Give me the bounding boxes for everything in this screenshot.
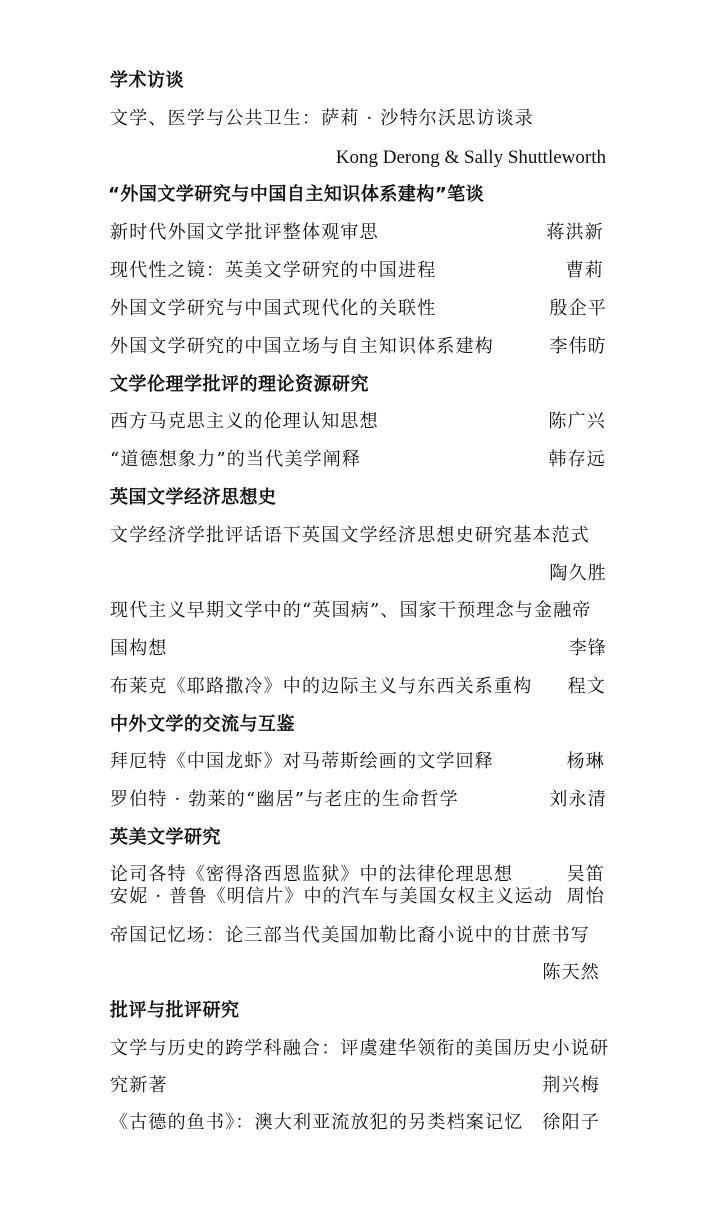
article-title: 布莱克《耶路撒冷》中的边际主义与东西关系重构 bbox=[110, 676, 533, 697]
section-heading-ethical-criticism: 文学伦理学批评的理论资源研究 bbox=[110, 374, 369, 395]
article-title: 论司各特《密得洛西恩监狱》中的法律伦理思想 bbox=[110, 864, 514, 885]
article-title: 文学与历史的跨学科融合：评虞建华领衔的美国历史小说研 bbox=[110, 1038, 610, 1059]
article-title: 罗伯特 · 勃莱的“幽居”与老庄的生命哲学 bbox=[110, 789, 459, 810]
section-heading-anglo-american: 英美文学研究 bbox=[110, 827, 221, 848]
article-title: 西方马克思主义的伦理认知思想 bbox=[110, 411, 379, 432]
article-title: 新时代外国文学批评整体观审思 bbox=[110, 222, 379, 243]
article-title: 现代性之镜：英美文学研究的中国进程 bbox=[110, 260, 437, 281]
article-author: 徐阳子 bbox=[542, 1112, 600, 1133]
article-title: 文学经济学批评话语下英国文学经济思想史研究基本范式 bbox=[110, 525, 590, 546]
article-title: 帝国记忆场：论三部当代美国加勒比裔小说中的甘蔗书写 bbox=[110, 925, 590, 946]
article-title-continued: 究新著 bbox=[110, 1075, 168, 1096]
article-author: 李锋 bbox=[568, 638, 607, 659]
article-author: 荆兴梅 bbox=[542, 1075, 600, 1096]
article-title: 安妮 · 普鲁《明信片》中的汽车与美国女权主义运动 bbox=[110, 886, 554, 907]
article-title: 现代主义早期文学中的“英国病”、国家干预理念与金融帝 bbox=[110, 600, 592, 621]
article-title: 文学、医学与公共卫生：萨莉 · 沙特尔沃思访谈录 bbox=[110, 108, 534, 129]
article-title: 拜厄特《中国龙虾》对马蒂斯绘画的文学回释 bbox=[110, 751, 494, 772]
article-author: 陈天然 bbox=[542, 962, 600, 983]
article-author: 李伟昉 bbox=[549, 336, 607, 357]
section-heading-academic-interview: 学术访谈 bbox=[110, 70, 184, 91]
section-heading-forum: “外国文学研究与中国自主知识体系建构”笔谈 bbox=[108, 184, 485, 205]
article-title: 外国文学研究与中国式现代化的关联性 bbox=[110, 298, 437, 319]
article-author: 曹莉 bbox=[565, 260, 604, 281]
article-author: 吴笛 bbox=[566, 864, 605, 885]
article-title-continued: 国构想 bbox=[110, 638, 168, 659]
article-author: 陶久胜 bbox=[549, 563, 607, 584]
article-author: 韩存远 bbox=[548, 449, 606, 470]
article-author: 杨琳 bbox=[566, 751, 605, 772]
section-heading-economic-thought: 英国文学经济思想史 bbox=[110, 487, 277, 508]
article-author: 周怡 bbox=[566, 886, 605, 907]
section-heading-exchange: 中外文学的交流与互鉴 bbox=[110, 714, 295, 735]
article-author: 蒋洪新 bbox=[546, 222, 604, 243]
article-title: 《古德的鱼书》：澳大利亚流放犯的另类档案记忆 bbox=[110, 1112, 524, 1133]
article-author: 陈广兴 bbox=[548, 411, 606, 432]
article-author: 刘永清 bbox=[549, 789, 607, 810]
article-title: 外国文学研究的中国立场与自主知识体系建构 bbox=[110, 336, 494, 357]
section-heading-criticism: 批评与批评研究 bbox=[110, 1000, 240, 1021]
article-author: 程文 bbox=[567, 676, 606, 697]
article-author: Kong Derong & Sally Shuttleworth bbox=[335, 147, 606, 168]
article-author: 殷企平 bbox=[549, 298, 607, 319]
article-title: “道德想象力”的当代美学阐释 bbox=[110, 449, 362, 470]
